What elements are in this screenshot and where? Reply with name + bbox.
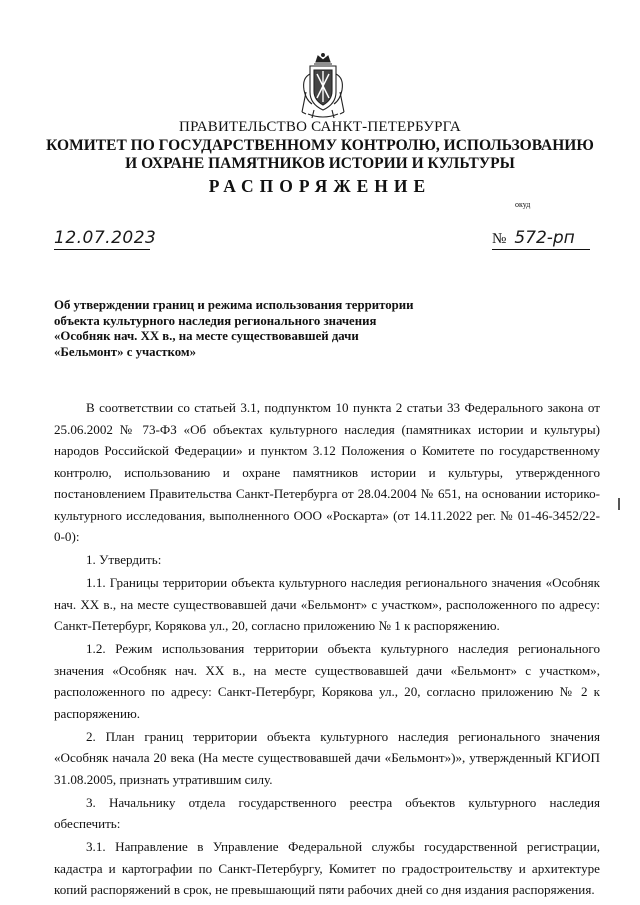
document-date: 12.07.2023 (54, 228, 157, 248)
title-line: «Бельмонт» с участком» (54, 344, 197, 359)
coat-of-arms-emblem (298, 52, 348, 122)
clause-1-1: 1.1. Границы территории объекта культурного наследия регионального значения «Особняк нач. XX в., на месте существовавшей дачи «Бельмонт» с участком», расположенного по адресу: Санкт-Петербург, Корякова ул., 20, согласно приложению № 1 к распоряжению. (54, 575, 600, 633)
okud-label: окуд (515, 200, 531, 209)
preamble-paragraph: В соответствии со статьей 3.1, подпунктом 10 пункта 2 статьи 33 Федерального закона от 25.06.2002 № 73-ФЗ «Об объектах культурного наследия (памятниках истории и культуры) народов Российской Федерации» и пунктом 3.12 Положения о Комитете по государственному контролю, использованию и охране памятников истории и культуры, утвержденного постановлением Правительства Санкт-Петербурга от 28.04.2004 № 651, на основании историко-культурного исследования, выполненного ООО «Роскарта» (от 14.11.2022 рег. № 01-46-3452/22-0-0): (54, 400, 600, 544)
government-name: ПРАВИТЕЛЬСТВО САНКТ-ПЕТЕРБУРГА (179, 119, 461, 135)
title-line: объекта культурного наследия регионального значения (54, 313, 377, 328)
document-number: 572-рп (514, 228, 575, 248)
committee-name-line-1: КОМИТЕТ ПО ГОСУДАРСТВЕННОМУ КОНТРОЛЮ, ИСПОЛЬЗОВАНИЮ (46, 137, 594, 154)
title-line: «Особняк нач. XX в., на месте существовавшей дачи (54, 329, 359, 343)
clause-3: 3. Начальнику отдела государственного реестра объектов культурного наследия обеспечить: (54, 794, 600, 831)
committee-name-line-2: И ОХРАНЕ ПАМЯТНИКОВ ИСТОРИИ И КУЛЬТУРЫ (125, 155, 515, 172)
number-sign: № (492, 231, 507, 247)
document-number-field (492, 228, 590, 250)
clause-3-1: 3.1. Направление в Управление Федеральной службы государственной регистрации, кадастра и картографии по Санкт-Петербургу, Комитет по градостроительству и архитектуре копий распоряжений в срок, не превышающий пяти рабочих дней со дня издания распоряжения. (54, 839, 600, 897)
document-type: РАСПОРЯЖЕНИЕ (208, 176, 432, 196)
clause-1-2: 1.2. Режим использования территории объекта культурного наследия регионального значения «Особняк нач. XX в., на месте существовавшей дачи «Бельмонт» с участком», расположенного по адресу: Санкт-Петербург, Корякова ул., 20, согласно приложению № 2 к распоряжению. (54, 641, 600, 721)
document-body (54, 397, 600, 902)
committee-name (0, 137, 640, 173)
scan-artifact-mark (618, 498, 620, 510)
document-title (54, 298, 454, 360)
clause-1: 1. Утвердить: (86, 552, 162, 567)
title-line: Об утверждении границ и режима использования территории (54, 298, 414, 312)
clause-2: 2. План границ территории объекта культурного наследия регионального значения «Особняк начала 20 века (На месте существовавшей дачи «Бельмонт»)», утвержденный КГИОП 31.08.2005, признать утратившим силу. (54, 728, 600, 787)
